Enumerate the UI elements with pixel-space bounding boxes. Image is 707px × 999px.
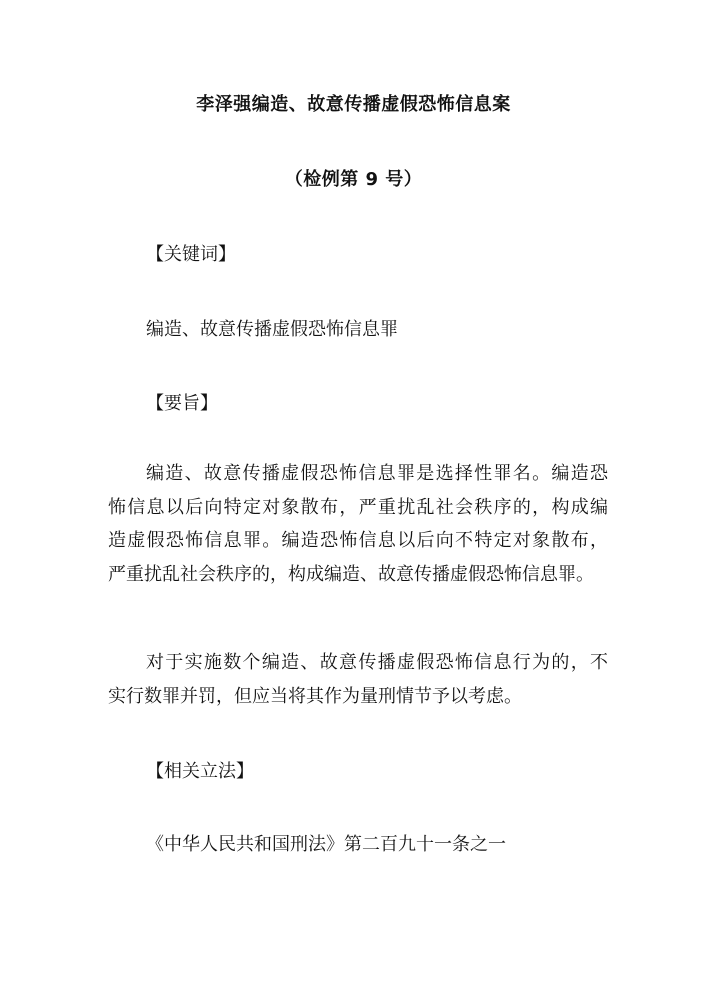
paragraph-line: 实行数罪并罚，但应当将其作为量刑情节予以考虑。 bbox=[108, 685, 522, 707]
legislation-heading: 【相关立法】 bbox=[146, 761, 254, 782]
document-title: 李泽强编造、故意传播虚假恐怖信息案 bbox=[196, 94, 511, 115]
legislation-text: 《中华人民共和国刑法》第二百九十一条之一 bbox=[146, 834, 506, 855]
paragraph-line: 严重扰乱社会秩序的，构成编造、故意传播虚假恐怖信息罪。 bbox=[108, 563, 594, 585]
document-subtitle: （检例第 9 号） bbox=[284, 169, 423, 190]
paragraph-line: 怖信息以后向特定对象散布，严重扰乱社会秩序的，构成编 bbox=[108, 496, 608, 518]
keywords-heading: 【关键词】 bbox=[146, 244, 236, 265]
keywords-text: 编造、故意传播虚假恐怖信息罪 bbox=[146, 319, 398, 340]
paragraph-line: 编造、故意传播虚假恐怖信息罪是选择性罪名。编造恐 bbox=[146, 463, 608, 484]
gist-heading: 【要旨】 bbox=[146, 393, 218, 414]
gist-paragraph-2 bbox=[108, 646, 608, 713]
paragraph-line: 造虚假恐怖信息罪。编造恐怖信息以后向不特定对象散布， bbox=[108, 530, 608, 551]
gist-paragraph-1 bbox=[108, 457, 608, 591]
paragraph-line: 对于实施数个编造、故意传播虚假恐怖信息行为的，不 bbox=[146, 652, 608, 673]
